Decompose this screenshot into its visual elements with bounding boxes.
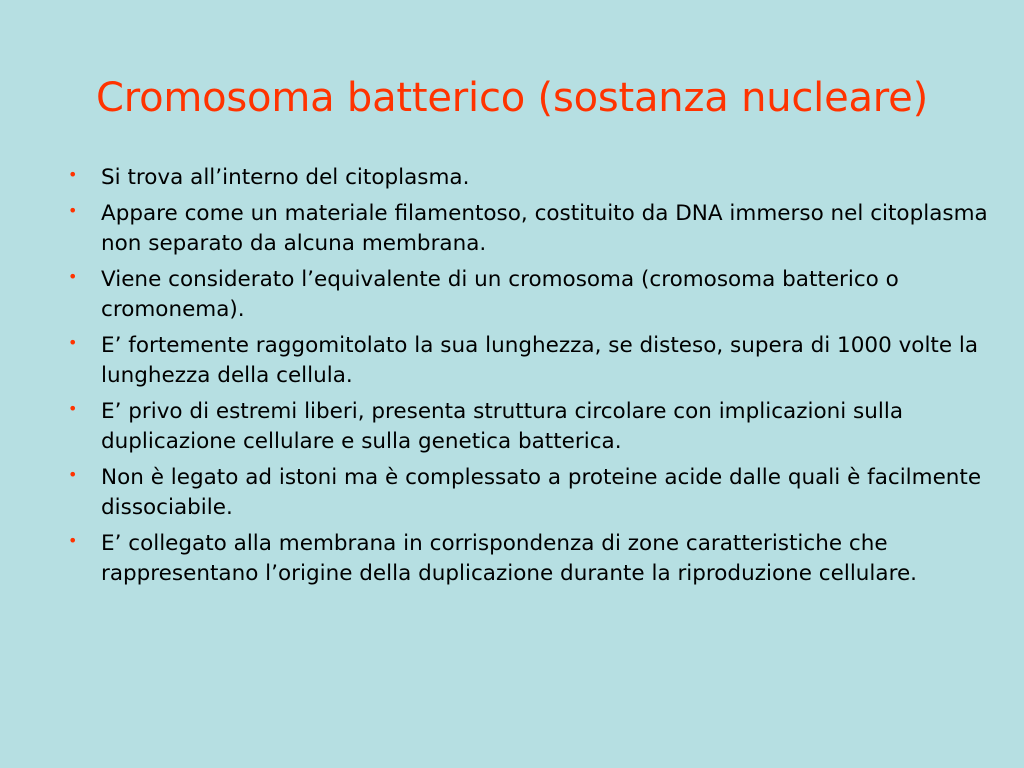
bullet-text: E’ collegato alla membrana in corrispondenza di zone caratteristiche che rappresentano l’origine della duplicazione durante la riproduzione cellulare. — [101, 531, 918, 586]
bullet-item — [68, 331, 988, 391]
bullet-item — [68, 463, 988, 523]
bullet-text: Appare come un materiale filamentoso, costituito da DNA immerso nel citoplasma non separato da alcuna membrana. — [101, 201, 988, 256]
bullet-item — [68, 529, 988, 589]
bullet-icon: • — [68, 465, 78, 484]
bullet-icon: • — [68, 399, 78, 418]
bullet-text: E’ privo di estremi liberi, presenta struttura circolare con implicazioni sulla duplicazione cellulare e sulla genetica batterica. — [101, 399, 904, 454]
bullet-item — [68, 163, 988, 193]
bullet-item — [68, 397, 988, 457]
bullet-text: Si trova all’interno del citoplasma. — [101, 165, 470, 190]
bullet-icon: • — [68, 267, 78, 286]
bullet-icon: • — [68, 333, 78, 352]
bullet-icon: • — [68, 165, 78, 184]
bullet-list — [68, 163, 988, 595]
bullet-icon: • — [68, 531, 78, 550]
bullet-text: Viene considerato l’equivalente di un cromosoma (cromosoma batterico o cromonema). — [101, 267, 899, 322]
bullet-text: Non è legato ad istoni ma è complessato a proteine acide dalle quali è facilmente dissociabile. — [101, 465, 982, 520]
bullet-text: E’ fortemente raggomitolato la sua lunghezza, se disteso, supera di 1000 volte la lunghezza della cellula. — [101, 333, 979, 388]
bullet-icon: • — [68, 201, 78, 220]
bullet-item — [68, 265, 988, 325]
bullet-item — [68, 199, 988, 259]
slide-title: Cromosoma batterico (sostanza nucleare) — [96, 75, 928, 121]
